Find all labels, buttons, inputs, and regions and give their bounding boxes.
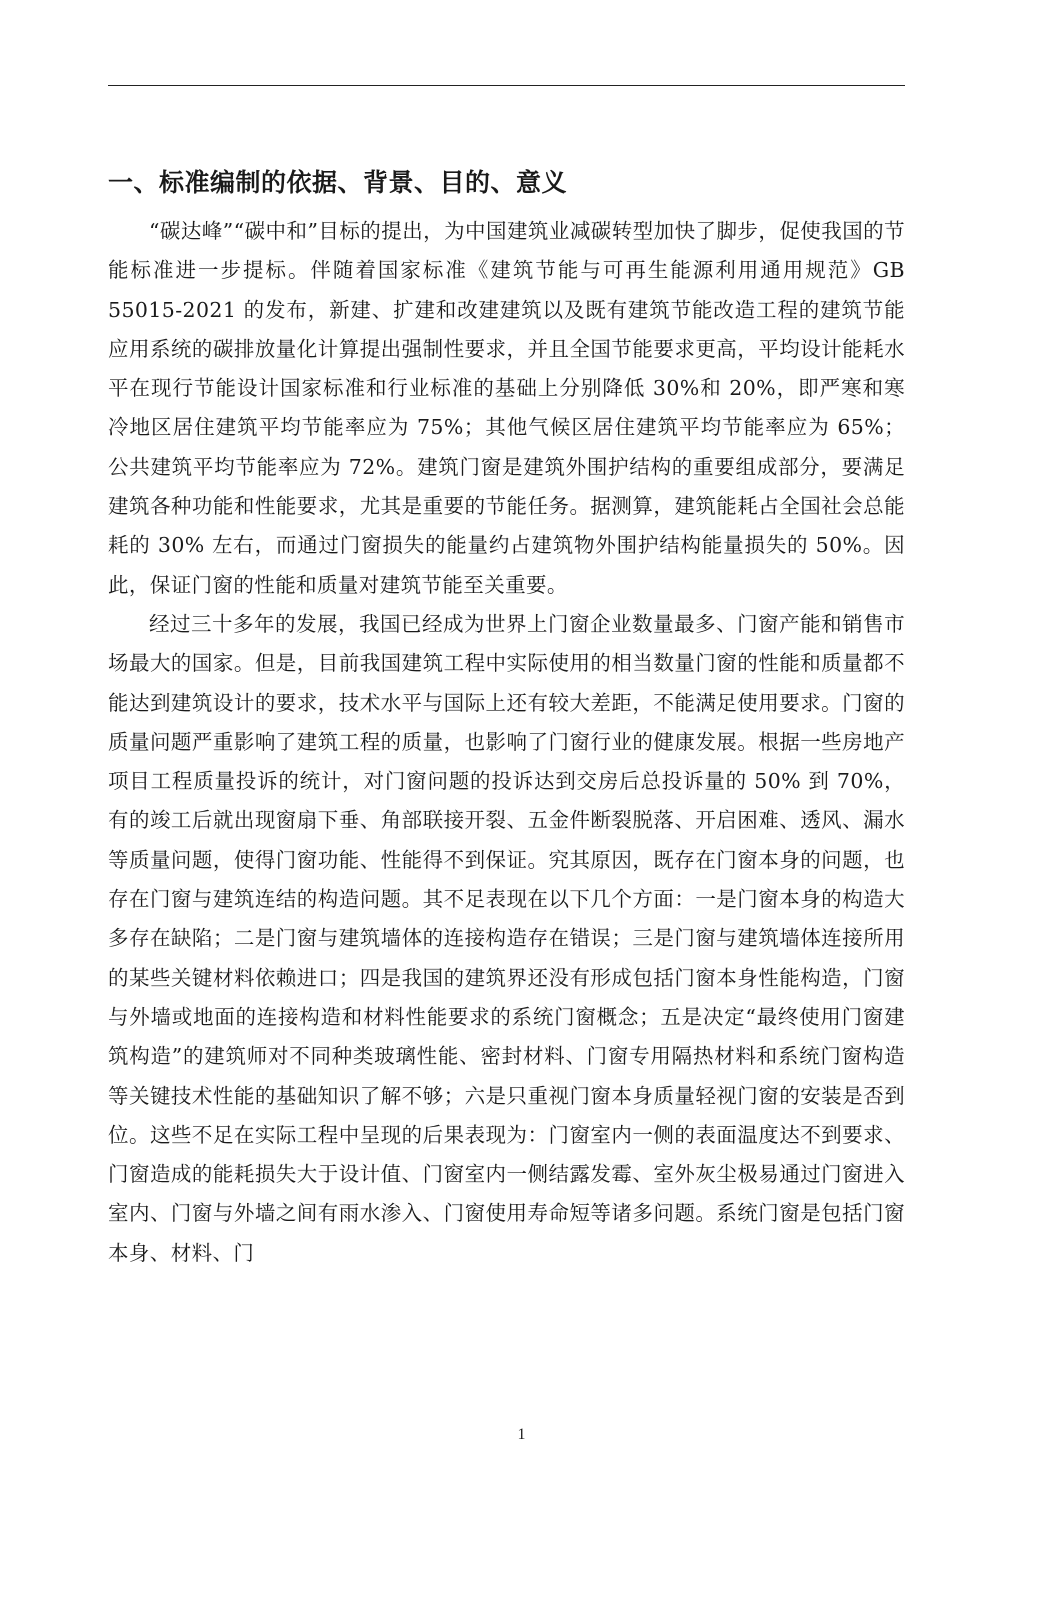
body-text — [108, 212, 905, 1273]
paragraph-industry-status: 经过三十多年的发展，我国已经成为世界上门窗企业数量最多、门窗产能和销售市场最大的国家。但是，目前我国建筑工程中实际使用的相当数量门窗的性能和质量都不能达到建筑设计的要求，技术水平与国际上还有较大差距，不能满足使用要求。门窗的质量问题严重影响了建筑工程的质量，也影响了门窗行业的健康发展。根据一些房地产项目工程质量投诉的统计，对门窗问题的投诉达到交房后总投诉量的 50% 到 70%，有的竣工后就出现窗扇下垂、角部联接开裂、五金件断裂脱落、开启困难、透风、漏水等质量问题，使得门窗功能、性能得不到保证。究其原因，既存在门窗本身的问题，也存在门窗与建筑连结的构造问题。其不足表现在以下几个方面：一是门窗本身的构造大多存在缺陷；二是门窗与建筑墙体的连接构造存在错误；三是门窗与建筑墙体连接所用的某些关键材料依赖进口；四是我国的建筑界还没有形成包括门窗本身性能构造，门窗与外墙或地面的连接构造和材料性能要求的系统门窗概念；五是决定“最终使用门窗建筑构造”的建筑师对不同种类玻璃性能、密封材料、门窗专用隔热材料和系统门窗构造等关键技术性能的基础知识了解不够；六是只重视门窗本身质量轻视门窗的安装是否到位。这些不足在实际工程中呈现的后果表现为：门窗室内一侧的表面温度达不到要求、门窗造成的能耗损失大于设计值、门窗室内一侧结露发霉、室外灰尘极易通过门窗进入室内、门窗与外墙之间有雨水渗入、门窗使用寿命短等诸多问题。系统门窗是包括门窗本身、材料、门 — [108, 611, 905, 1265]
section-heading: 一、标准编制的依据、背景、目的、意义 — [108, 168, 568, 197]
paragraph-background: “碳达峰”“碳中和”目标的提出，为中国建筑业减碳转型加快了脚步，促使我国的节能标准进一步提标。伴随着国家标准《建筑节能与可再生能源利用通用规范》GB 55015-2021 的发布，新建、扩建和改建建筑以及既有建筑节能改造工程的建筑节能应用系统的碳排放量化计算提出强制性要求，并且全国节能要求更高，平均设计能耗水平在现行节能设计国家标准和行业标准的基础上分别降低 30%和 20%，即严寒和寒冷地区居住建筑平均节能率应为 75%；其他气候区居住建筑平均节能率应为 65%；公共建筑平均节能率应为 72%。建筑门窗是建筑外围护结构的重要组成部分，要满足建筑各种功能和性能要求，尤其是重要的节能任务。据测算，建筑能耗占全国社会总能耗的 30% 左右，而通过门窗损失的能量约占建筑物外围护结构能量损失的 50%。因此，保证门窗的性能和质量对建筑节能至关重要。 — [108, 219, 905, 597]
header-rule — [108, 85, 905, 86]
page-number: 1 — [517, 1426, 526, 1443]
